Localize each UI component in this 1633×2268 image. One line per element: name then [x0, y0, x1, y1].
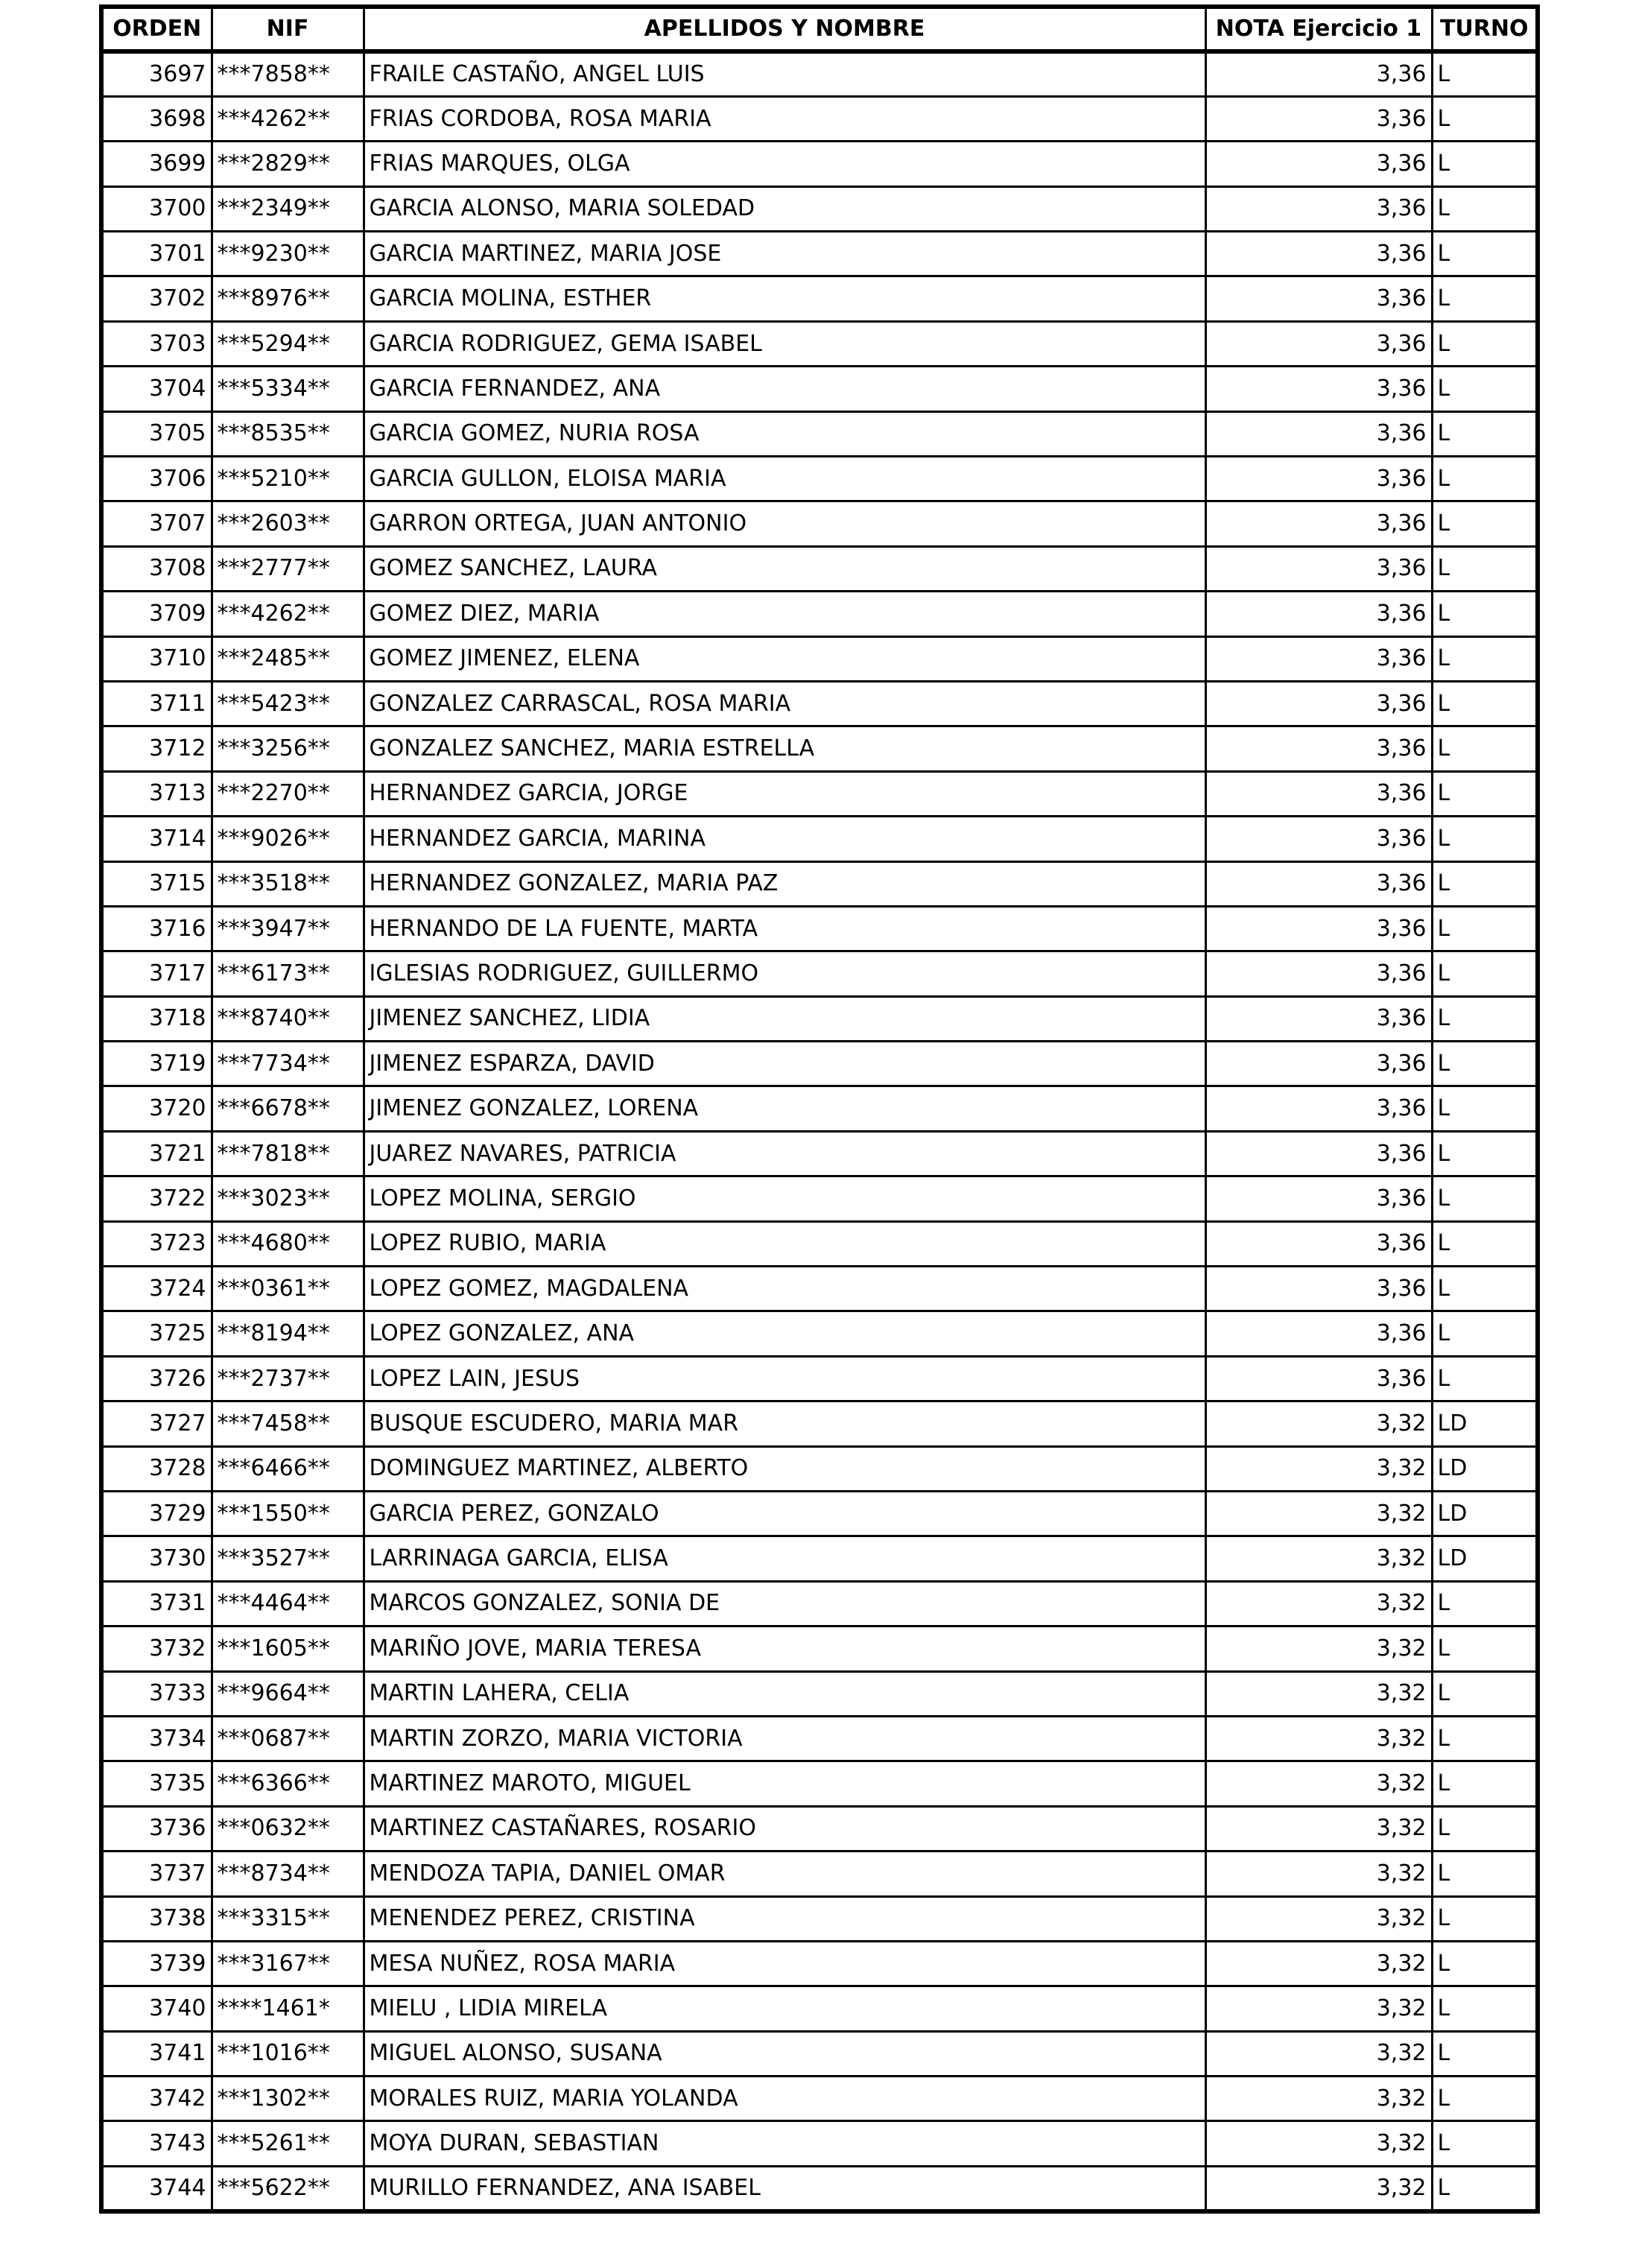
cell-nif: ***4262** [212, 96, 364, 141]
cell-orden: 3729 [101, 1492, 212, 1536]
cell-nota: 3,36 [1205, 1131, 1432, 1176]
cell-nombre: GOMEZ JIMENEZ, ELENA [364, 636, 1205, 681]
cell-orden: 3702 [101, 276, 212, 321]
cell-nota: 3,32 [1205, 1401, 1432, 1446]
cell-nif: ***5622** [212, 2166, 364, 2211]
cell-nif: ***6466** [212, 1446, 364, 1491]
table-row [101, 1221, 1538, 1266]
table-row [101, 771, 1538, 816]
cell-turno: L [1432, 1176, 1538, 1221]
cell-turno: LD [1432, 1401, 1538, 1446]
cell-nota: 3,36 [1205, 1356, 1432, 1401]
cell-turno: L [1432, 2031, 1538, 2076]
cell-nombre: JIMENEZ SANCHEZ, LIDIA [364, 996, 1205, 1041]
cell-turno: L [1432, 771, 1538, 816]
cell-turno: L [1432, 1581, 1538, 1626]
cell-turno: L [1432, 817, 1538, 861]
cell-nif: ***5261** [212, 2121, 364, 2166]
cell-nif: ***5423** [212, 681, 364, 726]
cell-turno: L [1432, 996, 1538, 1041]
cell-turno: L [1432, 1716, 1538, 1761]
cell-nombre: MENENDEZ PEREZ, CRISTINA [364, 1896, 1205, 1941]
table-row [101, 96, 1538, 141]
cell-orden: 3741 [101, 2031, 212, 2076]
cell-nombre: IGLESIAS RODRIGUEZ, GUILLERMO [364, 951, 1205, 996]
cell-nif: ***2829** [212, 142, 364, 186]
cell-turno: LD [1432, 1492, 1538, 1536]
cell-nota: 3,32 [1205, 2077, 1432, 2121]
cell-turno: L [1432, 726, 1538, 771]
cell-nif: ***4262** [212, 592, 364, 636]
cell-nif: ***8734** [212, 1852, 364, 1896]
cell-nota: 3,36 [1205, 1042, 1432, 1086]
cell-nombre: LOPEZ RUBIO, MARIA [364, 1221, 1205, 1266]
cell-nombre: GARCIA PEREZ, GONZALO [364, 1492, 1205, 1536]
cell-nota: 3,36 [1205, 321, 1432, 366]
cell-orden: 3711 [101, 681, 212, 726]
table-row [101, 142, 1538, 186]
cell-nota: 3,36 [1205, 546, 1432, 591]
cell-orden: 3724 [101, 1267, 212, 1311]
cell-nombre: MIGUEL ALONSO, SUSANA [364, 2031, 1205, 2076]
header-nota: NOTA Ejercicio 1 [1205, 7, 1432, 51]
cell-nif: ***7734** [212, 1042, 364, 1086]
cell-nombre: FRIAS CORDOBA, ROSA MARIA [364, 96, 1205, 141]
table-body [101, 51, 1538, 2211]
cell-orden: 3743 [101, 2121, 212, 2166]
cell-nif: ***1550** [212, 1492, 364, 1536]
cell-turno: L [1432, 1221, 1538, 1266]
header-nif: NIF [212, 7, 364, 51]
table-row [101, 546, 1538, 591]
cell-nota: 3,36 [1205, 592, 1432, 636]
cell-nif: ***1016** [212, 2031, 364, 2076]
cell-nif: ***0361** [212, 1267, 364, 1311]
table-row [101, 1806, 1538, 1851]
cell-nota: 3,32 [1205, 1941, 1432, 1986]
cell-nombre: MARTIN LAHERA, CELIA [364, 1671, 1205, 1716]
cell-nombre: GARCIA GOMEZ, NURIA ROSA [364, 411, 1205, 456]
cell-nota: 3,36 [1205, 681, 1432, 726]
cell-nota: 3,36 [1205, 142, 1432, 186]
cell-nif: ***0632** [212, 1806, 364, 1851]
table-row [101, 501, 1538, 546]
table-row [101, 1176, 1538, 1221]
cell-nota: 3,32 [1205, 1626, 1432, 1671]
cell-nif: ***3947** [212, 906, 364, 951]
table-row [101, 1042, 1538, 1086]
table-row [101, 232, 1538, 276]
cell-nota: 3,36 [1205, 186, 1432, 231]
cell-orden: 3697 [101, 51, 212, 96]
cell-orden: 3706 [101, 457, 212, 501]
cell-nombre: GARCIA ALONSO, MARIA SOLEDAD [364, 186, 1205, 231]
table-row [101, 951, 1538, 996]
cell-orden: 3708 [101, 546, 212, 591]
cell-nombre: FRIAS MARQUES, OLGA [364, 142, 1205, 186]
cell-nota: 3,32 [1205, 2121, 1432, 2166]
cell-nota: 3,32 [1205, 1986, 1432, 2031]
cell-orden: 3742 [101, 2077, 212, 2121]
cell-nombre: GARCIA FERNANDEZ, ANA [364, 367, 1205, 411]
cell-nif: ***2777** [212, 546, 364, 591]
cell-nif: ***8535** [212, 411, 364, 456]
cell-turno: L [1432, 276, 1538, 321]
cell-nombre: MESA NUÑEZ, ROSA MARIA [364, 1941, 1205, 1986]
cell-nota: 3,36 [1205, 771, 1432, 816]
cell-nota: 3,32 [1205, 1806, 1432, 1851]
cell-orden: 3732 [101, 1626, 212, 1671]
cell-nota: 3,36 [1205, 951, 1432, 996]
cell-nota: 3,36 [1205, 96, 1432, 141]
cell-turno: L [1432, 411, 1538, 456]
cell-orden: 3740 [101, 1986, 212, 2031]
cell-nif: ***0687** [212, 1716, 364, 1761]
cell-orden: 3725 [101, 1311, 212, 1356]
cell-nif: ***2349** [212, 186, 364, 231]
table-row [101, 457, 1538, 501]
cell-nota: 3,32 [1205, 2166, 1432, 2211]
cell-orden: 3719 [101, 1042, 212, 1086]
table-row [101, 186, 1538, 231]
cell-nif: ***9026** [212, 817, 364, 861]
cell-nota: 3,32 [1205, 1896, 1432, 1941]
cell-nombre: MARTIN ZORZO, MARIA VICTORIA [364, 1716, 1205, 1761]
cell-turno: L [1432, 681, 1538, 726]
cell-nif: ***2603** [212, 501, 364, 546]
cell-orden: 3717 [101, 951, 212, 996]
cell-nif: ***3167** [212, 1941, 364, 1986]
cell-nombre: LOPEZ MOLINA, SERGIO [364, 1176, 1205, 1221]
cell-nota: 3,32 [1205, 1852, 1432, 1896]
cell-nombre: MENDOZA TAPIA, DANIEL OMAR [364, 1852, 1205, 1896]
cell-nota: 3,36 [1205, 1267, 1432, 1311]
cell-orden: 3730 [101, 1536, 212, 1581]
cell-orden: 3735 [101, 1761, 212, 1806]
cell-turno: L [1432, 321, 1538, 366]
cell-nif: ***2737** [212, 1356, 364, 1401]
cell-nif: ***7818** [212, 1131, 364, 1176]
table-row [101, 1311, 1538, 1356]
cell-orden: 3744 [101, 2166, 212, 2211]
cell-nota: 3,32 [1205, 2031, 1432, 2076]
table-row [101, 1267, 1538, 1311]
cell-turno: L [1432, 2121, 1538, 2166]
table-row [101, 2077, 1538, 2121]
cell-nif: ***6678** [212, 1086, 364, 1131]
cell-orden: 3727 [101, 1401, 212, 1446]
cell-nombre: MARTINEZ CASTAÑARES, ROSARIO [364, 1806, 1205, 1851]
cell-nombre: MARCOS GONZALEZ, SONIA DE [364, 1581, 1205, 1626]
table-row [101, 1581, 1538, 1626]
cell-orden: 3712 [101, 726, 212, 771]
cell-turno: L [1432, 592, 1538, 636]
cell-turno: L [1432, 1042, 1538, 1086]
table-row [101, 1986, 1538, 2031]
cell-nombre: GOMEZ DIEZ, MARIA [364, 592, 1205, 636]
cell-orden: 3718 [101, 996, 212, 1041]
table-row [101, 1492, 1538, 1536]
cell-nif: ***6366** [212, 1761, 364, 1806]
cell-orden: 3700 [101, 186, 212, 231]
table-row [101, 681, 1538, 726]
table-row [101, 996, 1538, 1041]
cell-nombre: JUAREZ NAVARES, PATRICIA [364, 1131, 1205, 1176]
table-row [101, 1852, 1538, 1896]
cell-nombre: GONZALEZ CARRASCAL, ROSA MARIA [364, 681, 1205, 726]
cell-nota: 3,36 [1205, 1311, 1432, 1356]
cell-orden: 3709 [101, 592, 212, 636]
cell-nombre: GARCIA GULLON, ELOISA MARIA [364, 457, 1205, 501]
cell-nombre: HERNANDEZ GARCIA, MARINA [364, 817, 1205, 861]
cell-nombre: LOPEZ GOMEZ, MAGDALENA [364, 1267, 1205, 1311]
table-row [101, 1716, 1538, 1761]
cell-turno: L [1432, 1986, 1538, 2031]
cell-orden: 3699 [101, 142, 212, 186]
table-row [101, 1896, 1538, 1941]
cell-turno: L [1432, 951, 1538, 996]
table-row [101, 1401, 1538, 1446]
cell-nota: 3,36 [1205, 906, 1432, 951]
cell-nif: ****1461* [212, 1986, 364, 2031]
cell-nombre: LARRINAGA GARCIA, ELISA [364, 1536, 1205, 1581]
cell-orden: 3715 [101, 861, 212, 906]
cell-nif: ***3023** [212, 1176, 364, 1221]
cell-nif: ***2270** [212, 771, 364, 816]
cell-nif: ***5210** [212, 457, 364, 501]
cell-nota: 3,36 [1205, 817, 1432, 861]
cell-nif: ***3315** [212, 1896, 364, 1941]
cell-turno: L [1432, 1626, 1538, 1671]
cell-turno: L [1432, 1086, 1538, 1131]
cell-nombre: GONZALEZ SANCHEZ, MARIA ESTRELLA [364, 726, 1205, 771]
cell-turno: L [1432, 1852, 1538, 1896]
cell-nota: 3,32 [1205, 1671, 1432, 1716]
cell-orden: 3720 [101, 1086, 212, 1131]
cell-nif: ***9230** [212, 232, 364, 276]
cell-nombre: FRAILE CASTAÑO, ANGEL LUIS [364, 51, 1205, 96]
table-row [101, 1941, 1538, 1986]
cell-turno: L [1432, 1356, 1538, 1401]
cell-nif: ***6173** [212, 951, 364, 996]
cell-orden: 3704 [101, 367, 212, 411]
cell-orden: 3703 [101, 321, 212, 366]
cell-turno: L [1432, 861, 1538, 906]
cell-turno: L [1432, 906, 1538, 951]
cell-orden: 3716 [101, 906, 212, 951]
results-table [99, 4, 1540, 2214]
cell-orden: 3701 [101, 232, 212, 276]
cell-nombre: GARCIA RODRIGUEZ, GEMA ISABEL [364, 321, 1205, 366]
table-row [101, 2031, 1538, 2076]
table-row [101, 1761, 1538, 1806]
table-row [101, 51, 1538, 96]
table-row [101, 2166, 1538, 2211]
cell-nombre: LOPEZ LAIN, JESUS [364, 1356, 1205, 1401]
cell-nif: ***5294** [212, 321, 364, 366]
table-row [101, 321, 1538, 366]
cell-nombre: BUSQUE ESCUDERO, MARIA MAR [364, 1401, 1205, 1446]
header-nombre: APELLIDOS Y NOMBRE [364, 7, 1205, 51]
cell-turno: L [1432, 1311, 1538, 1356]
cell-orden: 3705 [101, 411, 212, 456]
cell-turno: L [1432, 232, 1538, 276]
cell-nota: 3,36 [1205, 367, 1432, 411]
cell-nota: 3,32 [1205, 1536, 1432, 1581]
header-turno: TURNO [1432, 7, 1538, 51]
cell-turno: L [1432, 1941, 1538, 1986]
table-row [101, 861, 1538, 906]
cell-nombre: MURILLO FERNANDEZ, ANA ISABEL [364, 2166, 1205, 2211]
cell-turno: L [1432, 51, 1538, 96]
cell-nif: ***1605** [212, 1626, 364, 1671]
table-row [101, 1446, 1538, 1491]
cell-nota: 3,36 [1205, 501, 1432, 546]
table-row [101, 1086, 1538, 1131]
cell-nombre: DOMINGUEZ MARTINEZ, ALBERTO [364, 1446, 1205, 1491]
table-row [101, 367, 1538, 411]
cell-turno: L [1432, 1761, 1538, 1806]
header-orden: ORDEN [101, 7, 212, 51]
cell-nota: 3,36 [1205, 726, 1432, 771]
cell-nota: 3,36 [1205, 411, 1432, 456]
table-row [101, 1536, 1538, 1581]
cell-nota: 3,32 [1205, 1761, 1432, 1806]
cell-nombre: HERNANDO DE LA FUENTE, MARTA [364, 906, 1205, 951]
cell-turno: L [1432, 96, 1538, 141]
cell-nif: ***9664** [212, 1671, 364, 1716]
cell-turno: L [1432, 186, 1538, 231]
cell-nif: ***2485** [212, 636, 364, 681]
cell-orden: 3728 [101, 1446, 212, 1491]
cell-nif: ***3256** [212, 726, 364, 771]
cell-orden: 3707 [101, 501, 212, 546]
cell-orden: 3737 [101, 1852, 212, 1896]
cell-nota: 3,32 [1205, 1716, 1432, 1761]
table-row [101, 2121, 1538, 2166]
table-row [101, 276, 1538, 321]
cell-nombre: LOPEZ GONZALEZ, ANA [364, 1311, 1205, 1356]
cell-turno: L [1432, 1896, 1538, 1941]
cell-orden: 3739 [101, 1941, 212, 1986]
cell-nombre: HERNANDEZ GONZALEZ, MARIA PAZ [364, 861, 1205, 906]
table-row [101, 1131, 1538, 1176]
cell-turno: L [1432, 1671, 1538, 1716]
cell-nombre: JIMENEZ GONZALEZ, LORENA [364, 1086, 1205, 1131]
cell-nif: ***4680** [212, 1221, 364, 1266]
cell-nota: 3,36 [1205, 457, 1432, 501]
cell-nif: ***5334** [212, 367, 364, 411]
cell-nif: ***3518** [212, 861, 364, 906]
table-row [101, 411, 1538, 456]
cell-nombre: MIELU , LIDIA MIRELA [364, 1986, 1205, 2031]
cell-nota: 3,36 [1205, 861, 1432, 906]
table-row [101, 1671, 1538, 1716]
cell-orden: 3721 [101, 1131, 212, 1176]
cell-orden: 3710 [101, 636, 212, 681]
header-row [101, 7, 1538, 51]
cell-turno: L [1432, 546, 1538, 591]
cell-turno: L [1432, 1267, 1538, 1311]
cell-nota: 3,36 [1205, 276, 1432, 321]
cell-nombre: GOMEZ SANCHEZ, LAURA [364, 546, 1205, 591]
cell-orden: 3734 [101, 1716, 212, 1761]
table-row [101, 1626, 1538, 1671]
cell-turno: L [1432, 367, 1538, 411]
cell-nif: ***1302** [212, 2077, 364, 2121]
cell-nota: 3,36 [1205, 1176, 1432, 1221]
cell-orden: 3723 [101, 1221, 212, 1266]
cell-nombre: JIMENEZ ESPARZA, DAVID [364, 1042, 1205, 1086]
cell-nif: ***8740** [212, 996, 364, 1041]
table-row [101, 1356, 1538, 1401]
cell-turno: LD [1432, 1446, 1538, 1491]
cell-turno: L [1432, 142, 1538, 186]
cell-nombre: GARCIA MOLINA, ESTHER [364, 276, 1205, 321]
cell-orden: 3738 [101, 1896, 212, 1941]
cell-nombre: GARCIA MARTINEZ, MARIA JOSE [364, 232, 1205, 276]
table-row [101, 636, 1538, 681]
cell-nif: ***8194** [212, 1311, 364, 1356]
cell-nombre: MARIÑO JOVE, MARIA TERESA [364, 1626, 1205, 1671]
table-row [101, 817, 1538, 861]
cell-orden: 3731 [101, 1581, 212, 1626]
cell-nota: 3,36 [1205, 51, 1432, 96]
cell-nota: 3,36 [1205, 232, 1432, 276]
cell-nota: 3,36 [1205, 1221, 1432, 1266]
cell-orden: 3733 [101, 1671, 212, 1716]
cell-turno: L [1432, 2077, 1538, 2121]
cell-nota: 3,32 [1205, 1492, 1432, 1536]
cell-orden: 3722 [101, 1176, 212, 1221]
cell-nombre: HERNANDEZ GARCIA, JORGE [364, 771, 1205, 816]
cell-nombre: GARRON ORTEGA, JUAN ANTONIO [364, 501, 1205, 546]
cell-turno: L [1432, 457, 1538, 501]
cell-orden: 3713 [101, 771, 212, 816]
cell-nombre: MARTINEZ MAROTO, MIGUEL [364, 1761, 1205, 1806]
table-row [101, 726, 1538, 771]
cell-nif: ***7858** [212, 51, 364, 96]
cell-nif: ***7458** [212, 1401, 364, 1446]
cell-nombre: MOYA DURAN, SEBASTIAN [364, 2121, 1205, 2166]
cell-turno: L [1432, 1806, 1538, 1851]
cell-nota: 3,36 [1205, 996, 1432, 1041]
cell-nota: 3,36 [1205, 1086, 1432, 1131]
cell-orden: 3714 [101, 817, 212, 861]
cell-turno: L [1432, 501, 1538, 546]
cell-nif: ***4464** [212, 1581, 364, 1626]
cell-turno: L [1432, 2166, 1538, 2211]
cell-nombre: MORALES RUIZ, MARIA YOLANDA [364, 2077, 1205, 2121]
cell-nota: 3,32 [1205, 1446, 1432, 1491]
cell-nif: ***8976** [212, 276, 364, 321]
cell-turno: L [1432, 636, 1538, 681]
cell-turno: L [1432, 1131, 1538, 1176]
cell-turno: LD [1432, 1536, 1538, 1581]
cell-orden: 3736 [101, 1806, 212, 1851]
cell-nota: 3,36 [1205, 636, 1432, 681]
cell-orden: 3698 [101, 96, 212, 141]
table-row [101, 906, 1538, 951]
table-row [101, 592, 1538, 636]
cell-nota: 3,32 [1205, 1581, 1432, 1626]
cell-nif: ***3527** [212, 1536, 364, 1581]
cell-orden: 3726 [101, 1356, 212, 1401]
